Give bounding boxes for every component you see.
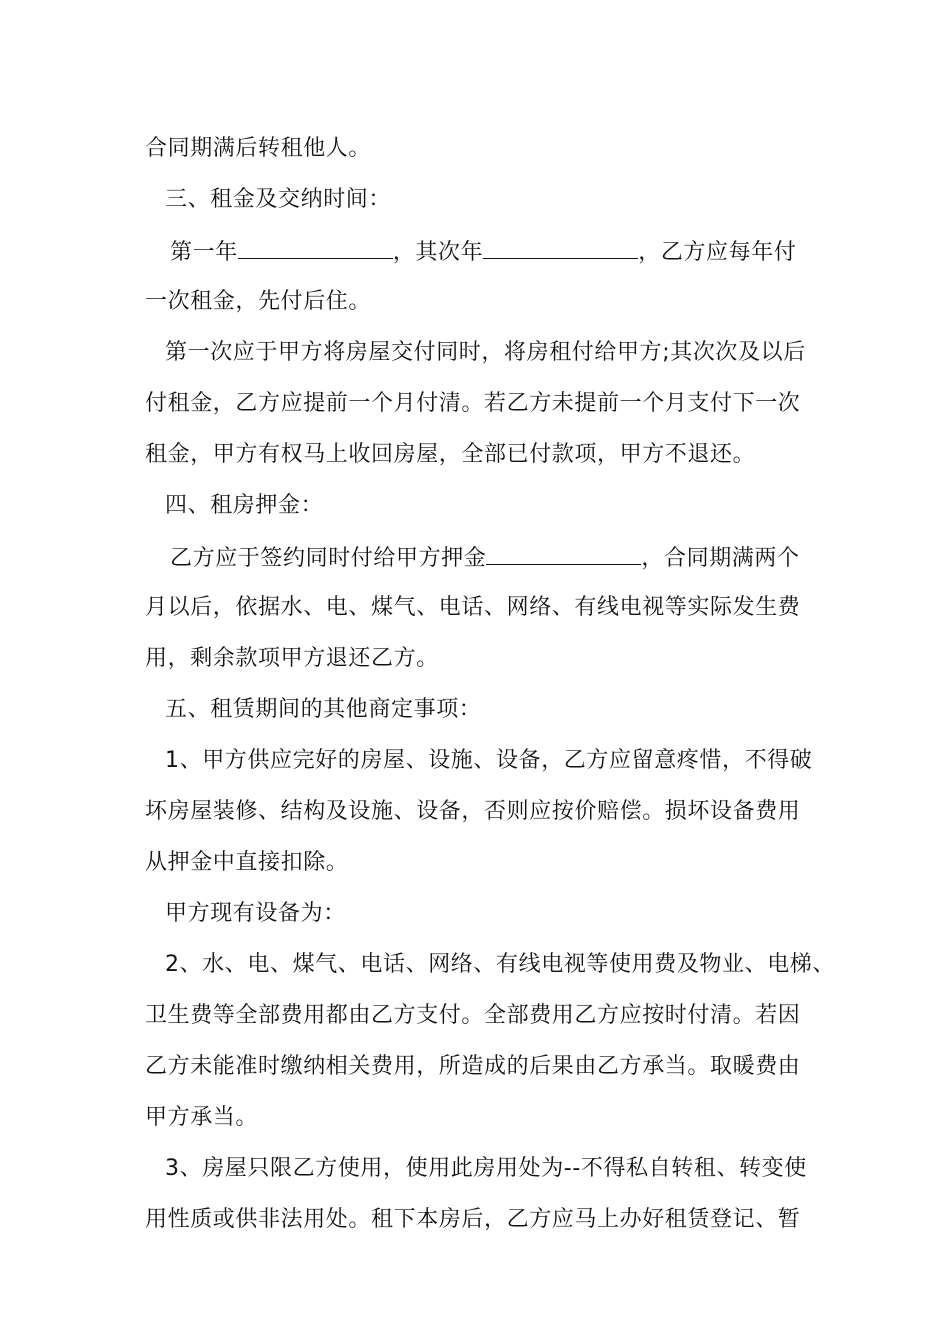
section-heading-other-terms (165, 695, 481, 725)
paragraph-line (145, 1205, 800, 1235)
text: 从押金中直接扣除。 (145, 850, 349, 875)
text: 乙方应于签约同时付给甲方押金 (170, 546, 487, 571)
text: 卫生费等全部费用都由乙方支付。全部费用乙方应按时付清。若因 (145, 1003, 801, 1028)
text: 乙方未能准时缴纳相关费用，所造成的后果由乙方承当。取暖费由 (145, 1054, 801, 1079)
text: 用，剩余款项甲方退还乙方。 (145, 646, 439, 671)
paragraph-line (145, 287, 371, 317)
paragraph-line (145, 1001, 800, 1031)
paragraph-line (145, 389, 800, 419)
paragraph-line (165, 746, 812, 776)
text: 甲方承当。 (145, 1105, 259, 1130)
fill-in-blank (486, 542, 641, 565)
fill-in-blank (483, 236, 638, 259)
text: 第一年 (170, 240, 238, 265)
text: 甲方现有设备为： (165, 901, 346, 926)
section-heading-deposit (165, 491, 323, 521)
text: 五、租赁期间的其他商定事项： (165, 697, 482, 722)
text: ，其次年 (392, 240, 484, 265)
text: 2、水、电、煤气、电话、网络、有线电视等使用费及物业、电梯、 (165, 952, 835, 977)
paragraph-line (165, 899, 346, 929)
paragraph-line (145, 593, 800, 623)
paragraph-line (170, 236, 796, 268)
text: 坏房屋装修、结构及设施、设备，否则应按价赔偿。损坏设备费用 (145, 799, 801, 824)
paragraph-line (145, 1052, 800, 1082)
text: 用性质或供非法用处。租下本房后，乙方应马上办好租赁登记、暂 (145, 1207, 801, 1232)
text: ，乙方应每年付 (638, 240, 797, 265)
paragraph-line (165, 950, 835, 980)
fill-in-blank (238, 236, 393, 259)
paragraph-line (145, 644, 439, 674)
text: 合同期满后转租他人。 (145, 136, 372, 161)
text: 四、租房押金： (165, 493, 324, 518)
text: 月以后，依据水、电、煤气、电话、网络、有线电视等实际发生费 (145, 595, 801, 620)
paragraph-line (145, 134, 371, 164)
text: 一次租金，先付后住。 (145, 289, 372, 314)
paragraph-line (145, 440, 755, 470)
paragraph-line (145, 797, 800, 827)
section-heading-rent (165, 185, 391, 215)
text: 付租金，乙方应提前一个月付清。若乙方未提前一个月支付下一次 (145, 391, 801, 416)
text: ，合同期满两个 (641, 546, 800, 571)
paragraph-line (145, 848, 348, 878)
paragraph-line (165, 1154, 807, 1184)
text: 第一次应于甲方将房屋交付同时，将房租付给甲方;其次次及以后 (165, 340, 806, 365)
text: 租金，甲方有权马上收回房屋，全部已付款项，甲方不退还。 (145, 442, 756, 467)
text: 3、房屋只限乙方使用，使用此房用处为--不得私自转租、转变使 (165, 1156, 807, 1181)
text: 1、甲方供应完好的房屋、设施、设备，乙方应留意疼惜，不得破 (165, 748, 813, 773)
paragraph-line (145, 1103, 258, 1133)
text: 三、租金及交纳时间： (165, 187, 392, 212)
paragraph-line (165, 338, 806, 368)
paragraph-line (170, 542, 800, 574)
